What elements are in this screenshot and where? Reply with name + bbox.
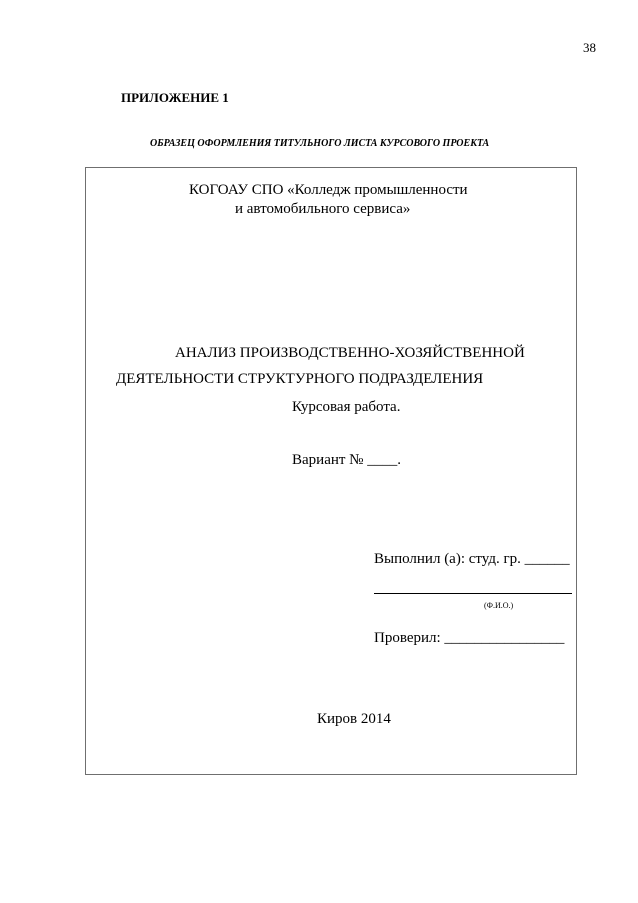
organization-line-1: КОГОАУ СПО «Колледж промышленности [189,182,468,198]
topic-line-2: ДЕЯТЕЛЬНОСТИ СТРУКТУРНОГО ПОДРАЗДЕЛЕНИЯ [116,371,484,387]
page-number: 38 [583,40,596,55]
title-page-frame [85,167,577,775]
city-year: Киров 2014 [317,711,391,727]
sample-caption: ОБРАЗЕЦ ОФОРМЛЕНИЯ ТИТУЛЬНОГО ЛИСТА КУРСОВОГО ПРОЕКТА [150,138,490,149]
checked-by-field: Проверил: ________________ [374,630,565,646]
variant-field: Вариант № ____. [292,452,401,468]
appendix-title: ПРИЛОЖЕНИЕ 1 [121,90,229,105]
work-type: Курсовая работа. [292,399,401,415]
performed-by-field: Выполнил (а): студ. гр. ______ [374,551,570,567]
fio-caption: (Ф.И.О.) [484,601,514,610]
organization-line-2: и автомобильного сервиса» [235,201,411,217]
name-signature-line [374,593,572,594]
topic-line-1: АНАЛИЗ ПРОИЗВОДСТВЕННО-ХОЗЯЙСТВЕННОЙ [175,345,525,361]
